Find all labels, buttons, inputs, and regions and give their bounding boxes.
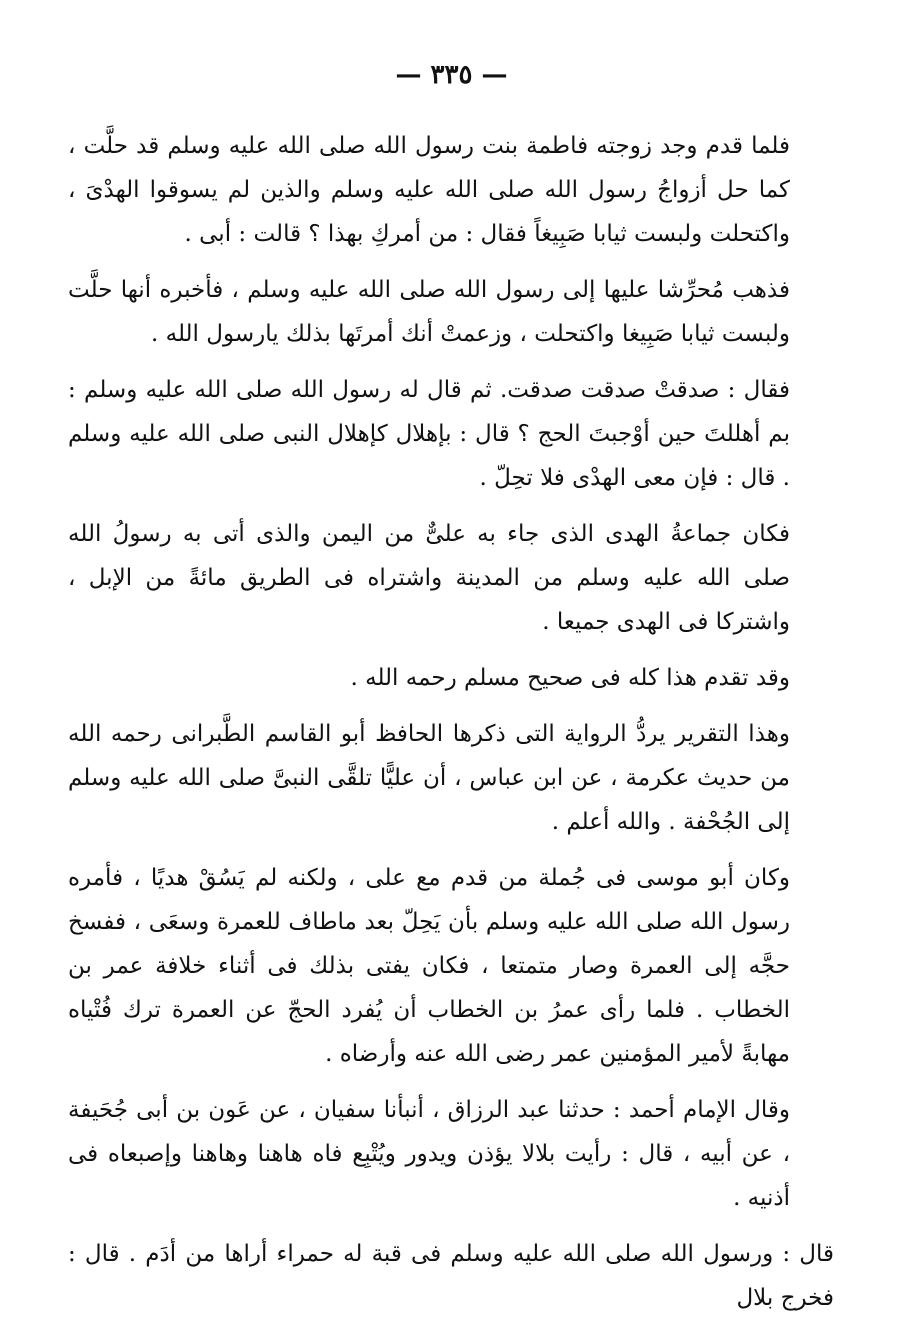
paragraph-2: فذهب مُحرِّشا عليها إلى رسول الله صلى الله عليه وسلم ، فأخبره أنها حلَّت ولبست ثيابا صَبِيغا واكتحلت ، وزعمتْ أنك أمرتَها بذلك يارسول الله . (68, 277, 790, 347)
paragraph-8: وقال الإمام أحمد : حدثنا عبد الرزاق ، أنبأنا سفيان ، عن عَون بن أبى جُحَيفة ، عن أبيه ، قال : رأيت بلالا يؤذن ويدور ويُتْبِع فاه هاهنا وهاهنا وإصبعاه فى أذنيه . (68, 1097, 790, 1211)
paragraph-3: فقال : صدقتْ صدقت صدقت. ثم قال له رسول الله صلى الله عليه وسلم : بم أهللتَ حين أوْجبتَ الحج ؟ قال : بإهلال كإهلال النبى صلى الله عليه وسلم . قال : فإن معى الهدْى فلا تحِلّ . (68, 377, 790, 491)
page-number: — ٣٣٥ — (395, 60, 508, 90)
paragraph-9: قال : ورسول الله صلى الله عليه وسلم فى قبة له حمراء أراها من أدَم . قال : فخرج بلال (68, 1241, 834, 1311)
paragraph-5: وقد تقدم هذا كله فى صحيح مسلم رحمه الله . (350, 665, 790, 691)
paragraph-6: وهذا التقرير يردُّ الرواية التى ذكرها الحافظ أبو القاسم الطَّبرانى رحمه الله من حديث عكرمة ، عن ابن عباس ، أن عليًّا تلقَّى النبىَّ صلى الله عليه وسلم إلى الجُحْفة . والله أعلم . (68, 721, 790, 835)
paragraph-7: وكان أبو موسى فى جُملة من قدم مع على ، ولكنه لم يَسُقْ هديًا ، فأمره رسول الله صلى الله عليه وسلم بأن يَحِلّ بعد ماطاف للعمرة وسعَى ، ففسخ حجَّه إلى العمرة وصار متمتعا ، فكان يفتى بذلك فى أثناء خلافة عمر بن الخطاب . فلما رأى عمرُ بن الخطاب أن يُفرد الحجّ عن العمرة ترك فُتْياه مهابةً لأمير المؤمنين عمر رضى الله عنه وأرضاه . (68, 865, 790, 1067)
paragraph-1: فلما قدم وجد زوجته فاطمة بنت رسول الله صلى الله عليه وسلم قد حلَّت ، كما حل أزواجُ رسول الله صلى الله عليه وسلم والذين لم يسوقوا الهدْىَ ، واكتحلت ولبست ثيابا صَبِيغاً فقال : من أمركِ بهذا ؟ قالت : أبى . (68, 133, 790, 247)
page-body (68, 124, 834, 1332)
paragraph-4: فكان جماعةُ الهدى الذى جاء به علىٌّ من اليمن والذى أتى به رسولُ الله صلى الله عليه وسلم من المدينة واشتراه فى الطريق مائةً من الإبل ، واشتركا فى الهدى جميعا . (68, 521, 790, 635)
